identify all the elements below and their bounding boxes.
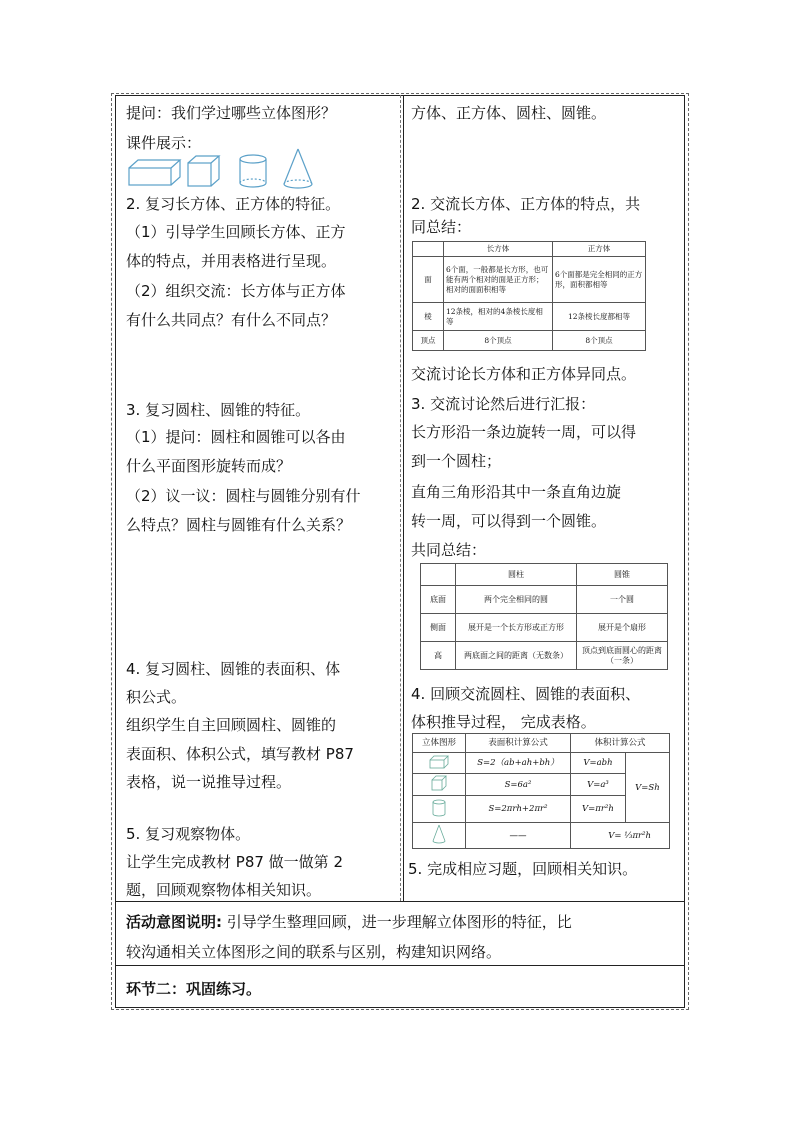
table3-shape-cuboid — [413, 753, 466, 774]
right-section-3-l3: 到一个圆柱； — [411, 452, 502, 470]
right-section-5: 5. 完成相应习题，回顾相关知识。 — [408, 860, 638, 878]
table3-header-area: 表面积计算公式 — [466, 734, 571, 753]
table3-volume-cube: V=a³ — [571, 774, 626, 796]
table3-area-cube: S=6a² — [466, 774, 571, 796]
right-section-3-l6: 共同总结： — [411, 541, 487, 559]
table3-shape-cone — [413, 823, 466, 849]
intent-text: 引导学生整理回顾，进一步理解立体图形的特征，比 — [222, 913, 572, 931]
table1-header-cuboid: 长方体 — [444, 242, 553, 257]
table2-cell: 两底面之间的距离（无数条） — [456, 642, 577, 670]
table2-header-cylinder: 圆柱 — [456, 564, 577, 586]
cube-icon — [430, 775, 448, 791]
left-section-3-title: 3. 复习圆柱、圆锥的特征。 — [126, 401, 311, 419]
intent-line-1 — [126, 908, 572, 937]
table1-row-label: 棱 — [413, 303, 444, 331]
table3-header-volume: 体积计算公式 — [571, 734, 670, 753]
table2-cell: 展开是一个长方形或正方形 — [456, 614, 577, 642]
left-q1: 提问：我们学过哪些立体图形？ — [126, 104, 337, 122]
right-section-2-l2: 同总结： — [411, 218, 472, 236]
table3-area-cuboid: S=2（ab+ah+bh） — [466, 753, 571, 774]
table1-header-cube: 正方体 — [553, 242, 646, 257]
right-section-4-l2: 体积推导过程， 完成表格。 — [411, 713, 596, 731]
cube-icon — [188, 156, 219, 186]
left-section-5-title: 5. 复习观察物体。 — [126, 825, 251, 843]
cuboid-icon — [428, 755, 450, 769]
stage-2-heading: 环节二：巩固练习。 — [126, 980, 262, 998]
cone-icon — [284, 149, 312, 188]
table1-cell: 8个顶点 — [553, 331, 646, 351]
table1-cell: 8个顶点 — [444, 331, 553, 351]
table3-area-cone: —— — [466, 823, 571, 849]
right-answer-1: 方体、正方体、圆柱、圆锥。 — [411, 104, 607, 122]
right-section-3-l4: 直角三角形沿其中一条直角边旋 — [411, 483, 622, 501]
left-q1-show: 课件展示： — [126, 134, 202, 152]
table1-cell: 12条棱，相对的4条棱长度相等 — [444, 303, 553, 331]
table1-row-label: 顶点 — [413, 331, 444, 351]
left-section-5-a1: 让学生完成教材 P87 做一做第 2 — [126, 853, 343, 871]
left-section-5-a2: 题，回顾观察物体相关知识。 — [126, 881, 322, 899]
left-section-4-a2: 表面积、体积公式，填写教材 P87 — [126, 745, 354, 763]
table2-row-label: 侧面 — [421, 614, 456, 642]
left-section-2-b2: 有什么共同点？有什么不同点？ — [126, 311, 337, 329]
table2-row-label: 高 — [421, 642, 456, 670]
table1-row-label: 面 — [413, 257, 444, 303]
table1-cell: 6个面，一般都是长方形，也可能有两个相对的面是正方形；相对的面面积相等 — [444, 257, 553, 303]
table3-header-solid: 立体图形 — [413, 734, 466, 753]
right-section-2-after: 交流讨论长方体和正方体异同点。 — [411, 365, 637, 383]
column-divider — [403, 95, 404, 901]
table3-volume-cuboid: V=abh — [571, 753, 626, 774]
right-section-3-l1: 3. 交流讨论然后进行汇报： — [411, 395, 596, 413]
table3-shape-cube — [413, 774, 466, 796]
left-section-3-b2: 么特点？圆柱与圆锥有什么关系？ — [126, 516, 352, 534]
left-section-3-a2: 什么平面图形旋转而成？ — [126, 457, 292, 475]
right-section-3-l5: 转一周，可以得到一个圆锥。 — [411, 512, 607, 530]
left-section-2-b1: （2）组织交流：长方体与正方体 — [126, 282, 346, 300]
right-section-4-l1: 4. 回顾交流圆柱、圆锥的表面积、 — [411, 685, 641, 703]
cuboid-icon — [129, 160, 180, 185]
table1-cell: 6个面都是完全相同的正方形，面积都相等 — [553, 257, 646, 303]
table3-shape-cylinder — [413, 796, 466, 823]
table2-cell: 顶点到底面圆心的距离（一条） — [577, 642, 668, 670]
intent-label: 活动意图说明: — [126, 913, 222, 931]
left-section-2-a2: 体的特点，并用表格进行呈现。 — [126, 252, 337, 270]
left-section-2-a1: （1）引导学生回顾长方体、正方 — [126, 223, 346, 241]
table3-volume-general: V=Sh — [625, 753, 669, 823]
left-section-4-a1: 组织学生自主回顾圆柱、圆锥的 — [126, 716, 337, 734]
left-section-3-b1: （2）议一议：圆柱与圆锥分别有什 — [126, 487, 361, 505]
column-divider-dashed — [400, 95, 401, 901]
cone-icon — [431, 824, 447, 844]
table3-area-cylinder: S=2πrh+2πr² — [466, 796, 571, 823]
table3-volume-cylinder: V=πr²h — [571, 796, 626, 823]
table2-cell: 一个圆 — [577, 586, 668, 614]
left-section-3-a1: （1）提问：圆柱和圆锥可以各由 — [126, 428, 346, 446]
left-section-4-title2: 积公式。 — [126, 688, 187, 706]
intent-line-2: 较沟通相关立体图形之间的联系与区别，构建知识网络。 — [126, 943, 502, 961]
table2-header-cone: 圆锥 — [577, 564, 668, 586]
table2-cell: 展开是个扇形 — [577, 614, 668, 642]
cylinder-icon — [240, 155, 266, 187]
table2-row-label: 底面 — [421, 586, 456, 614]
formula-table — [412, 733, 670, 849]
left-section-2-title: 2. 复习长方体、正方体的特征。 — [126, 195, 341, 213]
table2-cell: 两个完全相同的圆 — [456, 586, 577, 614]
left-section-4-title: 4. 复习圆柱、圆锥的表面积、体 — [126, 660, 341, 678]
right-section-3-l2: 长方形沿一条边旋转一周，可以得 — [411, 423, 637, 441]
table1-cell: 12条棱长度都相等 — [553, 303, 646, 331]
left-section-4-a3: 表格，说一说推导过程。 — [126, 773, 292, 791]
cuboid-cube-table — [412, 241, 646, 351]
solid-figures-illustration — [126, 148, 326, 190]
cylinder-cone-table — [420, 563, 668, 670]
table3-volume-cone: V= ⅓πr²h — [571, 823, 670, 849]
cylinder-icon — [431, 798, 447, 818]
right-section-2-l1: 2. 交流长方体、正方体的特点，共 — [411, 195, 641, 213]
